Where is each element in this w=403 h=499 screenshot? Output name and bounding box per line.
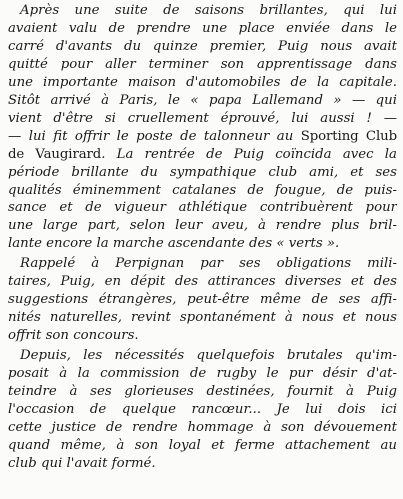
text-segment: l'occasion de quelque rancœur... Je lui dois ici [8, 401, 397, 417]
text-segment: suggestions étrangères, peut-être même de ses affi- [8, 292, 397, 308]
text-segment: teindre à ses glorieuses destinées, fournit à Puig [8, 384, 397, 400]
text-segment: vient d'être si cruellement éprouvé, lui aussi ! — [8, 110, 397, 126]
article-paragraph [8, 347, 397, 473]
text-line [8, 255, 397, 273]
text-segment: carré d'avants du quinze premier, Puig nous avait [8, 38, 397, 54]
text-line [8, 383, 397, 401]
text-line [8, 217, 397, 235]
text-segment: quitté pour aller terminer son apprentissage dans [8, 56, 397, 72]
text-line [8, 164, 397, 182]
text-segment: . La rentrée de Puig coïncida avec la [101, 146, 397, 162]
text-segment: sance et de vigueur athlétique contribuèrent pour [8, 200, 397, 216]
text-line [8, 273, 397, 291]
text-segment: posait à la commission de rugby le pur désir d'at- [8, 366, 397, 382]
text-line [8, 365, 397, 383]
text-segment: — lui fit offrir le poste de talonneur au [8, 128, 301, 144]
text-segment: lante encore la marche ascendante des « verts ». [8, 236, 340, 252]
article-paragraph [8, 255, 397, 345]
text-segment: cette justice de rendre hommage à son dévouement [8, 419, 397, 435]
text-segment: taires, Puig, en dépit des attirances diverses et des [8, 274, 397, 290]
club-name-text: Sporting Club [300, 128, 397, 144]
text-line [8, 291, 397, 309]
text-segment: une large part, selon leur aveu, à rendre plus bril- [8, 218, 397, 234]
text-segment: offrit son concours. [8, 328, 139, 344]
article-paragraph [8, 2, 397, 253]
text-segment: qualités éminemment catalanes de fougue, de puis- [8, 182, 397, 198]
text-line [8, 128, 397, 146]
text-segment: Après une suite de saisons brillantes, qui lui [20, 3, 397, 18]
text-line [8, 20, 397, 38]
text-line [8, 110, 397, 128]
text-line [8, 347, 397, 365]
text-line [8, 74, 397, 92]
text-line [8, 38, 397, 56]
text-line [8, 182, 397, 200]
text-line [8, 56, 397, 74]
text-segment: club qui l'avait formé. [8, 455, 156, 471]
text-segment: Rappelé à Perpignan par ses obligations mili- [20, 256, 397, 272]
text-line [8, 199, 397, 217]
text-line [8, 327, 397, 345]
text-segment: nités naturelles, revint spontanément à nous et nous [8, 310, 397, 326]
text-line [8, 419, 397, 437]
text-line [8, 437, 397, 455]
text-segment: Sitôt arrivé à Paris, le « papa Lallemand » — qui [8, 92, 397, 108]
text-line [8, 455, 397, 473]
text-line [8, 309, 397, 327]
text-line [8, 401, 397, 419]
text-line [8, 235, 397, 253]
text-segment: quand même, à son loyal et ferme attachement au [8, 437, 397, 453]
text-segment: avaient valu de prendre une place enviée dans le [8, 20, 397, 36]
text-line [8, 146, 397, 164]
text-segment: Depuis, les nécessités quelquefois brutales qu'im- [20, 348, 397, 364]
text-segment: une importante maison d'automobiles de la capitale. [8, 74, 397, 90]
text-line [8, 2, 397, 20]
club-name-text: de Vaugirard [8, 146, 102, 162]
text-line [8, 92, 397, 110]
text-segment: période brillante du sympathique club ami, et ses [8, 164, 397, 180]
